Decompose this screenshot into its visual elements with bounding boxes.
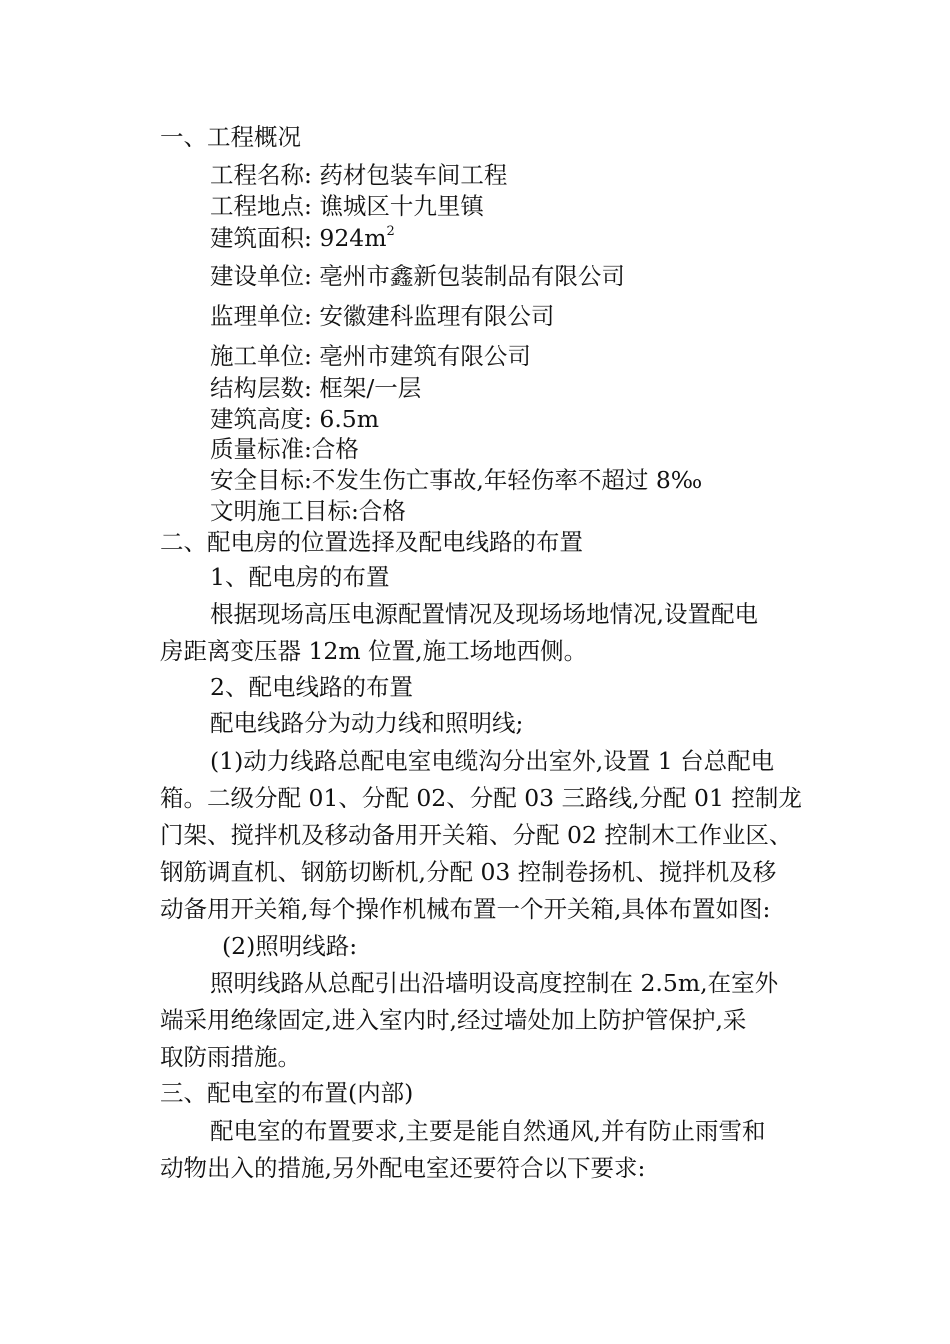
supervisor: 监理单位: 安徽建科监理有限公司 [210, 302, 555, 330]
paragraph-line: (2)照明线路: [222, 932, 358, 960]
paragraph-line: 箱。二级分配 01、分配 02、分配 03 三路线,分配 01 控制龙 [160, 784, 802, 812]
paragraph-line: 门架、搅拌机及移动备用开关箱、分配 02 控制木工作业区、 [160, 821, 793, 849]
section-2-heading: 二、配电房的位置选择及配电线路的布置 [160, 528, 583, 556]
project-name: 工程名称: 药材包装车间工程 [210, 161, 508, 189]
paragraph-line: 配电线路分为动力线和照明线; [210, 709, 524, 737]
building-height: 建筑高度: 6.5m [210, 405, 380, 433]
owner: 建设单位: 亳州市鑫新包装制品有限公司 [210, 262, 625, 290]
civilization-target: 文明施工目标:合格 [210, 497, 406, 525]
paragraph-line: 配电室的布置要求,主要是能自然通风,并有防止雨雪和 [210, 1117, 766, 1145]
safety-target: 安全目标:不发生伤亡事故,年轻伤率不超过 8‰ [210, 466, 703, 494]
paragraph-line: 取防雨措施。 [160, 1043, 301, 1071]
paragraph-line: 动备用开关箱,每个操作机械布置一个开关箱,具体布置如图: [160, 895, 771, 923]
paragraph-line: 根据现场高压电源配置情况及现场场地情况,设置配电 [210, 600, 758, 628]
paragraph-line: 钢筋调直机、钢筋切断机,分配 03 控制卷扬机、搅拌机及移 [160, 858, 777, 886]
section-1-heading: 一、工程概况 [160, 123, 301, 151]
building-area-text: 建筑面积: 924m [210, 224, 387, 252]
paragraph-line: 照明线路从总配引出沿墙明设高度控制在 2.5m,在室外 [210, 969, 779, 997]
paragraph-line: 房距离变压器 12m 位置,施工场地西侧。 [160, 637, 588, 665]
paragraph-line: (1)动力线路总配电室电缆沟分出室外,设置 1 台总配电 [210, 747, 775, 775]
contractor: 施工单位: 亳州市建筑有限公司 [210, 342, 531, 370]
structure: 结构层数: 框架/一层 [210, 374, 422, 402]
paragraph-line: 端采用绝缘固定,进入室内时,经过墙处加上防护管保护,采 [160, 1006, 747, 1034]
subsection-2-1: 1、配电房的布置 [210, 563, 390, 591]
section-3-heading: 三、配电室的布置(内部) [160, 1079, 414, 1107]
quality-standard: 质量标准:合格 [210, 435, 359, 463]
project-location: 工程地点: 谯城区十九里镇 [210, 192, 484, 220]
paragraph-line: 动物出入的措施,另外配电室还要符合以下要求: [160, 1154, 646, 1182]
building-area-superscript: 2 [386, 224, 395, 239]
building-area [210, 223, 395, 253]
subsection-2-2: 2、配电线路的布置 [210, 673, 413, 701]
